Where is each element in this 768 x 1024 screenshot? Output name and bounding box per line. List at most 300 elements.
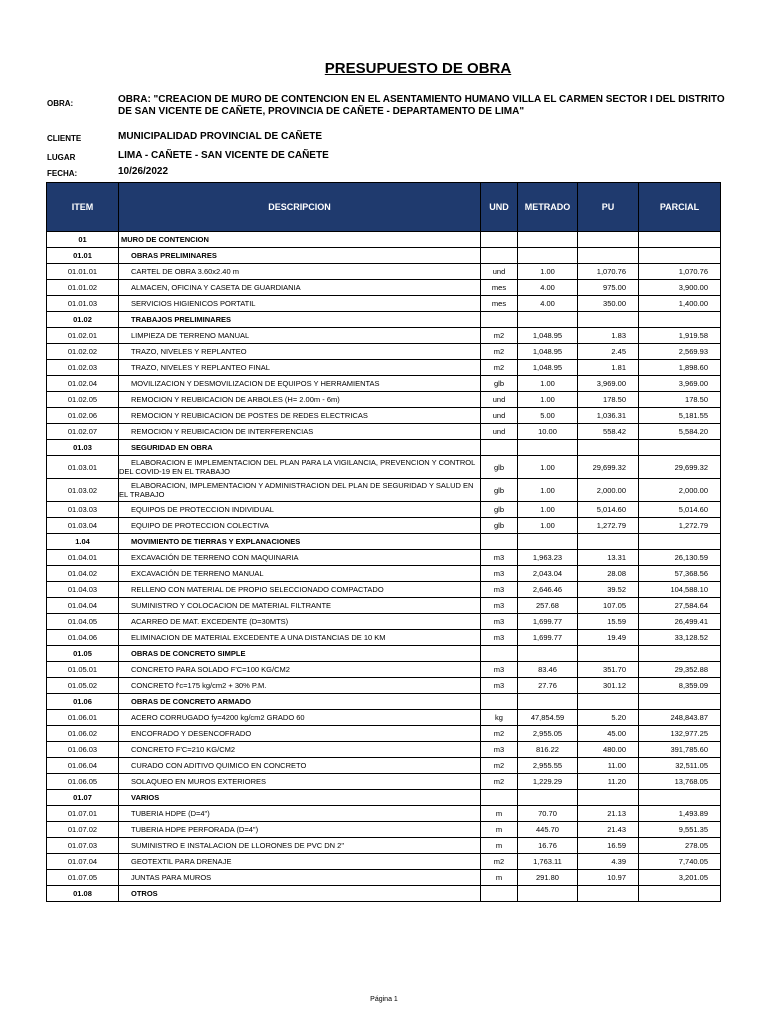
cell-descripcion: CONCRETO f'c=175 kg/cm2 + 30% P.M. <box>119 678 481 694</box>
cell-und: m2 <box>481 360 518 376</box>
table-header-row <box>47 183 721 232</box>
cell-item: 01.01.02 <box>47 280 119 296</box>
cell-pu: 1,272.79 <box>578 518 639 534</box>
cell-parcial: 1,919.58 <box>639 328 721 344</box>
cell-pu: 16.59 <box>578 838 639 854</box>
table-row <box>47 344 721 360</box>
cell-descripcion: ELABORACION E IMPLEMENTACION DEL PLAN PARA LA VIGILANCIA, PREVENCION Y CONTROL DEL COVID-19 EN EL TRABAJO <box>119 456 481 479</box>
cell-item: 01.02.02 <box>47 344 119 360</box>
section-row <box>47 312 721 328</box>
cell-pu: 107.05 <box>578 598 639 614</box>
cell-metrado: 1,699.77 <box>518 614 578 630</box>
cell-parcial: 26,130.59 <box>639 550 721 566</box>
cell-pu: 45.00 <box>578 726 639 742</box>
cell-metrado: 1,763.11 <box>518 854 578 870</box>
cell-pu: 28.08 <box>578 566 639 582</box>
cell-und <box>481 232 518 248</box>
cell-item: 01.06.05 <box>47 774 119 790</box>
cell-pu <box>578 886 639 902</box>
cell-item: 1.04 <box>47 534 119 550</box>
cell-parcial: 33,128.52 <box>639 630 721 646</box>
cell-pu: 178.50 <box>578 392 639 408</box>
cell-item: 01.07.03 <box>47 838 119 854</box>
cell-parcial: 57,368.56 <box>639 566 721 582</box>
table-row <box>47 822 721 838</box>
table-row <box>47 550 721 566</box>
table-row <box>47 710 721 726</box>
cell-pu: 1.83 <box>578 328 639 344</box>
cell-metrado: 1.00 <box>518 479 578 502</box>
cell-parcial: 27,584.64 <box>639 598 721 614</box>
cell-item: 01.04.03 <box>47 582 119 598</box>
table-row <box>47 424 721 440</box>
cell-descripcion: EQUIPOS DE PROTECCION INDIVIDUAL <box>119 502 481 518</box>
cell-metrado: 1,963.23 <box>518 550 578 566</box>
cell-pu: 351.70 <box>578 662 639 678</box>
cell-metrado: 1.00 <box>518 376 578 392</box>
cell-metrado: 47,854.59 <box>518 710 578 726</box>
cell-metrado <box>518 694 578 710</box>
cell-descripcion: OBRAS PRELIMINARES <box>119 248 481 264</box>
table-row <box>47 742 721 758</box>
table-row <box>47 854 721 870</box>
cell-pu: 1,070.76 <box>578 264 639 280</box>
cell-parcial: 7,740.05 <box>639 854 721 870</box>
cell-metrado <box>518 312 578 328</box>
column-header-item: ITEM <box>47 183 119 232</box>
cell-parcial <box>639 312 721 328</box>
cell-item: 01.04.06 <box>47 630 119 646</box>
cell-pu: 2.45 <box>578 344 639 360</box>
cell-und <box>481 312 518 328</box>
cell-parcial <box>639 232 721 248</box>
cell-item: 01.02.06 <box>47 408 119 424</box>
cell-descripcion: EXCAVACIÓN DE TERRENO MANUAL <box>119 566 481 582</box>
cell-parcial: 5,584.20 <box>639 424 721 440</box>
cell-und: m3 <box>481 678 518 694</box>
table-row <box>47 630 721 646</box>
cell-pu: 39.52 <box>578 582 639 598</box>
cell-metrado: 1,699.77 <box>518 630 578 646</box>
cell-und <box>481 886 518 902</box>
cell-und: m2 <box>481 344 518 360</box>
cell-descripcion: ENCOFRADO Y DESENCOFRADO <box>119 726 481 742</box>
cell-parcial: 1,493.89 <box>639 806 721 822</box>
cell-item: 01.07.04 <box>47 854 119 870</box>
page-number: Página 1 <box>370 996 398 1003</box>
cell-pu: 21.13 <box>578 806 639 822</box>
cell-pu: 19.49 <box>578 630 639 646</box>
cell-item: 01.06.03 <box>47 742 119 758</box>
cell-pu: 29,699.32 <box>578 456 639 479</box>
cell-pu: 11.00 <box>578 758 639 774</box>
cell-item: 01.02.03 <box>47 360 119 376</box>
cell-metrado: 27.76 <box>518 678 578 694</box>
cell-metrado: 1.00 <box>518 518 578 534</box>
cell-item: 01.06 <box>47 694 119 710</box>
cell-descripcion: ACARREO DE MAT. EXCEDENTE (D=30MTS) <box>119 614 481 630</box>
page-title: PRESUPUESTO DE OBRA <box>324 60 512 77</box>
budget-table <box>46 182 721 902</box>
cell-und <box>481 440 518 456</box>
cell-descripcion: ACERO CORRUGADO fy=4200 kg/cm2 GRADO 60 <box>119 710 481 726</box>
cell-item: 01.01 <box>47 248 119 264</box>
cell-parcial: 1,400.00 <box>639 296 721 312</box>
cell-metrado: 1.00 <box>518 392 578 408</box>
cell-und: m <box>481 806 518 822</box>
cell-item: 01.06.04 <box>47 758 119 774</box>
cell-parcial: 1,272.79 <box>639 518 721 534</box>
section-row <box>47 440 721 456</box>
cell-parcial <box>639 440 721 456</box>
cell-und: glb <box>481 376 518 392</box>
cell-metrado: 1,048.95 <box>518 328 578 344</box>
cell-metrado <box>518 232 578 248</box>
cell-parcial <box>639 534 721 550</box>
cell-parcial: 1,898.60 <box>639 360 721 376</box>
table-row <box>47 598 721 614</box>
cell-descripcion: OBRAS DE CONCRETO SIMPLE <box>119 646 481 662</box>
cell-descripcion: CARTEL DE OBRA 3.60x2.40 m <box>119 264 481 280</box>
cell-item: 01.01.03 <box>47 296 119 312</box>
section-row <box>47 534 721 550</box>
cell-metrado <box>518 248 578 264</box>
cell-pu <box>578 248 639 264</box>
cell-descripcion: TRAZO, NIVELES Y REPLANTEO <box>119 344 481 360</box>
cell-und: m3 <box>481 582 518 598</box>
table-row <box>47 838 721 854</box>
column-header-descripcion: DESCRIPCION <box>119 183 481 232</box>
cell-descripcion: CONCRETO PARA SOLADO F'C=100 KG/CM2 <box>119 662 481 678</box>
cell-descripcion: TUBERIA HDPE PERFORADA (D=4") <box>119 822 481 838</box>
cell-pu: 2,000.00 <box>578 479 639 502</box>
cell-parcial: 391,785.60 <box>639 742 721 758</box>
cell-metrado: 257.68 <box>518 598 578 614</box>
cell-item: 01.03.04 <box>47 518 119 534</box>
cell-parcial: 3,900.00 <box>639 280 721 296</box>
table-row <box>47 870 721 886</box>
cell-metrado: 16.76 <box>518 838 578 854</box>
table-row <box>47 328 721 344</box>
table-row <box>47 392 721 408</box>
cell-item: 01.04.02 <box>47 566 119 582</box>
cell-descripcion: VARIOS <box>119 790 481 806</box>
cell-metrado <box>518 886 578 902</box>
cell-parcial: 1,070.76 <box>639 264 721 280</box>
section-row <box>47 232 721 248</box>
table-row <box>47 614 721 630</box>
cell-item: 01.03.02 <box>47 479 119 502</box>
table-row <box>47 479 721 502</box>
table-row <box>47 806 721 822</box>
cell-pu <box>578 790 639 806</box>
cell-metrado: 2,646.46 <box>518 582 578 598</box>
cell-parcial: 8,359.09 <box>639 678 721 694</box>
cell-pu: 480.00 <box>578 742 639 758</box>
cell-item: 01.07.02 <box>47 822 119 838</box>
cell-pu: 975.00 <box>578 280 639 296</box>
cell-item: 01.05 <box>47 646 119 662</box>
cell-metrado: 1.00 <box>518 456 578 479</box>
table-row <box>47 758 721 774</box>
cell-und: m <box>481 838 518 854</box>
cell-pu <box>578 232 639 248</box>
table-body <box>47 232 721 902</box>
cell-und: kg <box>481 710 518 726</box>
section-row <box>47 646 721 662</box>
cell-descripcion: SERVICIOS HIGIENICOS PORTATIL <box>119 296 481 312</box>
cell-pu: 1,036.31 <box>578 408 639 424</box>
cell-item: 01 <box>47 232 119 248</box>
cell-descripcion: REMOCION Y REUBICACION DE INTERFERENCIAS <box>119 424 481 440</box>
lugar-value: LIMA - CAÑETE - SAN VICENTE DE CAÑETE <box>118 150 329 161</box>
cell-und <box>481 694 518 710</box>
cell-metrado <box>518 440 578 456</box>
cell-pu: 11.20 <box>578 774 639 790</box>
cell-und: mes <box>481 296 518 312</box>
cell-descripcion: OTROS <box>119 886 481 902</box>
cell-item: 01.04.05 <box>47 614 119 630</box>
column-header-pu: PU <box>578 183 639 232</box>
cell-parcial: 278.05 <box>639 838 721 854</box>
cell-item: 01.06.01 <box>47 710 119 726</box>
cell-descripcion: CURADO CON ADITIVO QUIMICO EN CONCRETO <box>119 758 481 774</box>
cell-metrado: 1,048.95 <box>518 360 578 376</box>
cell-parcial: 104,588.10 <box>639 582 721 598</box>
cell-und: glb <box>481 502 518 518</box>
cell-parcial: 32,511.05 <box>639 758 721 774</box>
cell-descripcion: OBRAS DE CONCRETO ARMADO <box>119 694 481 710</box>
cell-parcial: 2,569.93 <box>639 344 721 360</box>
cell-item: 01.04.01 <box>47 550 119 566</box>
cell-parcial: 248,843.87 <box>639 710 721 726</box>
cell-pu: 5.20 <box>578 710 639 726</box>
cell-und: glb <box>481 479 518 502</box>
cell-und: und <box>481 408 518 424</box>
cliente-label: CLIENTE <box>47 134 82 143</box>
cell-und: m3 <box>481 662 518 678</box>
cell-descripcion: TUBERIA HDPE (D=4") <box>119 806 481 822</box>
cell-pu: 21.43 <box>578 822 639 838</box>
table-row <box>47 296 721 312</box>
cell-metrado <box>518 534 578 550</box>
cell-parcial: 29,352.88 <box>639 662 721 678</box>
table-row <box>47 662 721 678</box>
cell-metrado: 5.00 <box>518 408 578 424</box>
cell-item: 01.07.05 <box>47 870 119 886</box>
cell-und <box>481 248 518 264</box>
cell-pu <box>578 312 639 328</box>
cell-parcial: 132,977.25 <box>639 726 721 742</box>
cell-parcial <box>639 646 721 662</box>
cell-pu: 558.42 <box>578 424 639 440</box>
table-row <box>47 360 721 376</box>
section-row <box>47 694 721 710</box>
cell-und: m3 <box>481 630 518 646</box>
cell-parcial <box>639 790 721 806</box>
cell-item: 01.05.01 <box>47 662 119 678</box>
cell-pu <box>578 694 639 710</box>
cell-metrado: 445.70 <box>518 822 578 838</box>
table-row <box>47 566 721 582</box>
cell-descripcion: SUMINISTRO E INSTALACION DE LLORONES DE PVC DN 2" <box>119 838 481 854</box>
cell-pu <box>578 440 639 456</box>
fecha-value: 10/26/2022 <box>118 166 169 177</box>
table-row <box>47 678 721 694</box>
cell-descripcion: MOVILIZACION Y DESMOVILIZACION DE EQUIPOS Y HERRAMIENTAS <box>119 376 481 392</box>
cell-und: m3 <box>481 550 518 566</box>
column-header-metrado: METRADO <box>518 183 578 232</box>
table-row <box>47 280 721 296</box>
cell-und: m2 <box>481 774 518 790</box>
cell-item: 01.02.04 <box>47 376 119 392</box>
cell-pu: 301.12 <box>578 678 639 694</box>
cell-pu: 1.81 <box>578 360 639 376</box>
cell-item: 01.06.02 <box>47 726 119 742</box>
cell-descripcion: SEGURIDAD EN OBRA <box>119 440 481 456</box>
cell-und: glb <box>481 518 518 534</box>
table-row <box>47 774 721 790</box>
cell-und: m3 <box>481 614 518 630</box>
cell-und <box>481 646 518 662</box>
cell-descripcion: SOLAQUEO EN MUROS EXTERIORES <box>119 774 481 790</box>
cell-und: m2 <box>481 726 518 742</box>
cell-und: und <box>481 424 518 440</box>
cell-item: 01.02.07 <box>47 424 119 440</box>
cell-descripcion: GEOTEXTIL PARA DRENAJE <box>119 854 481 870</box>
cell-item: 01.03.01 <box>47 456 119 479</box>
cell-pu: 350.00 <box>578 296 639 312</box>
cell-item: 01.01.01 <box>47 264 119 280</box>
cell-pu <box>578 646 639 662</box>
cell-parcial: 9,551.35 <box>639 822 721 838</box>
cell-und: m2 <box>481 854 518 870</box>
cell-und <box>481 790 518 806</box>
cell-pu: 4.39 <box>578 854 639 870</box>
cell-pu: 13.31 <box>578 550 639 566</box>
section-row <box>47 790 721 806</box>
cell-descripcion: JUNTAS PARA MUROS <box>119 870 481 886</box>
cell-metrado: 1.00 <box>518 502 578 518</box>
cell-metrado: 10.00 <box>518 424 578 440</box>
cell-und: m3 <box>481 566 518 582</box>
cell-metrado: 1,229.29 <box>518 774 578 790</box>
cell-item: 01.07.01 <box>47 806 119 822</box>
cell-pu: 5,014.60 <box>578 502 639 518</box>
cell-metrado: 1.00 <box>518 264 578 280</box>
cliente-value: MUNICIPALIDAD PROVINCIAL DE CAÑETE <box>118 131 323 142</box>
table-row <box>47 726 721 742</box>
table-row <box>47 408 721 424</box>
cell-descripcion: REMOCION Y REUBICACION DE ARBOLES (H= 2.00m - 6m) <box>119 392 481 408</box>
cell-item: 01.07 <box>47 790 119 806</box>
obra-description: OBRA: "CREACION DE MURO DE CONTENCION EN EL ASENTAMIENTO HUMANO VILLA EL CARMEN SECTOR I DEL DISTRITO DE SAN VICENTE DE CAÑETE, PROVINCIA DE CAÑETE - DEPARTAMENTO DE LIMA" <box>118 94 725 117</box>
table-row <box>47 502 721 518</box>
cell-pu: 3,969.00 <box>578 376 639 392</box>
cell-parcial: 178.50 <box>639 392 721 408</box>
cell-pu: 10.97 <box>578 870 639 886</box>
cell-metrado: 4.00 <box>518 280 578 296</box>
cell-parcial: 29,699.32 <box>639 456 721 479</box>
section-row <box>47 886 721 902</box>
cell-descripcion: CONCRETO F'C=210 KG/CM2 <box>119 742 481 758</box>
cell-item: 01.02 <box>47 312 119 328</box>
cell-parcial: 5,014.60 <box>639 502 721 518</box>
cell-parcial <box>639 694 721 710</box>
cell-und <box>481 534 518 550</box>
cell-pu: 15.59 <box>578 614 639 630</box>
cell-und: m2 <box>481 758 518 774</box>
cell-item: 01.02.01 <box>47 328 119 344</box>
cell-und: m <box>481 870 518 886</box>
cell-item: 01.04.04 <box>47 598 119 614</box>
cell-metrado <box>518 646 578 662</box>
cell-item: 01.03.03 <box>47 502 119 518</box>
cell-und: glb <box>481 456 518 479</box>
cell-metrado: 2,955.55 <box>518 758 578 774</box>
cell-parcial <box>639 248 721 264</box>
lugar-label: LUGAR <box>47 153 76 162</box>
cell-und: m <box>481 822 518 838</box>
section-row <box>47 248 721 264</box>
cell-parcial: 26,499.41 <box>639 614 721 630</box>
cell-parcial <box>639 886 721 902</box>
cell-metrado: 816.22 <box>518 742 578 758</box>
column-header-parcial: PARCIAL <box>639 183 721 232</box>
cell-und: m3 <box>481 742 518 758</box>
cell-parcial: 2,000.00 <box>639 479 721 502</box>
cell-parcial: 3,969.00 <box>639 376 721 392</box>
cell-und: und <box>481 392 518 408</box>
cell-metrado: 4.00 <box>518 296 578 312</box>
cell-descripcion: TRAZO, NIVELES Y REPLANTEO FINAL <box>119 360 481 376</box>
cell-item: 01.08 <box>47 886 119 902</box>
cell-descripcion: REMOCION Y REUBICACION DE POSTES DE REDES ELECTRICAS <box>119 408 481 424</box>
column-header-und: UND <box>481 183 518 232</box>
cell-und: und <box>481 264 518 280</box>
cell-und: m3 <box>481 598 518 614</box>
cell-item: 01.02.05 <box>47 392 119 408</box>
table-row <box>47 264 721 280</box>
table-row <box>47 582 721 598</box>
cell-metrado: 2,043.04 <box>518 566 578 582</box>
cell-descripcion: LIMPIEZA DE TERRENO MANUAL <box>119 328 481 344</box>
cell-descripcion: SUMINISTRO Y COLOCACION DE MATERIAL FILTRANTE <box>119 598 481 614</box>
cell-descripcion: EXCAVACIÓN DE TERRENO CON MAQUINARIA <box>119 550 481 566</box>
cell-und: mes <box>481 280 518 296</box>
cell-item: 01.03 <box>47 440 119 456</box>
cell-parcial: 3,201.05 <box>639 870 721 886</box>
cell-descripcion: ALMACEN, OFICINA Y CASETA DE GUARDIANIA <box>119 280 481 296</box>
table-row <box>47 518 721 534</box>
cell-metrado: 291.80 <box>518 870 578 886</box>
cell-metrado: 70.70 <box>518 806 578 822</box>
cell-parcial: 5,181.55 <box>639 408 721 424</box>
cell-descripcion: MOVIMIENTO DE TIERRAS Y EXPLANACIONES <box>119 534 481 550</box>
cell-pu <box>578 534 639 550</box>
cell-descripcion: MURO DE CONTENCION <box>119 232 481 248</box>
cell-metrado: 83.46 <box>518 662 578 678</box>
cell-metrado <box>518 790 578 806</box>
cell-descripcion: RELLENO CON MATERIAL DE PROPIO SELECCIONADO COMPACTADO <box>119 582 481 598</box>
cell-descripcion: EQUIPO DE PROTECCION COLECTIVA <box>119 518 481 534</box>
cell-item: 01.05.02 <box>47 678 119 694</box>
table-row <box>47 456 721 479</box>
cell-metrado: 2,955.05 <box>518 726 578 742</box>
fecha-label: FECHA: <box>47 169 78 178</box>
cell-descripcion: ELIMINACION DE MATERIAL EXCEDENTE A UNA DISTANCIAS DE 10 KM <box>119 630 481 646</box>
cell-descripcion: ELABORACION, IMPLEMENTACION Y ADMINISTRACION DEL PLAN DE SEGURIDAD Y SALUD EN EL TRABAJO <box>119 479 481 502</box>
